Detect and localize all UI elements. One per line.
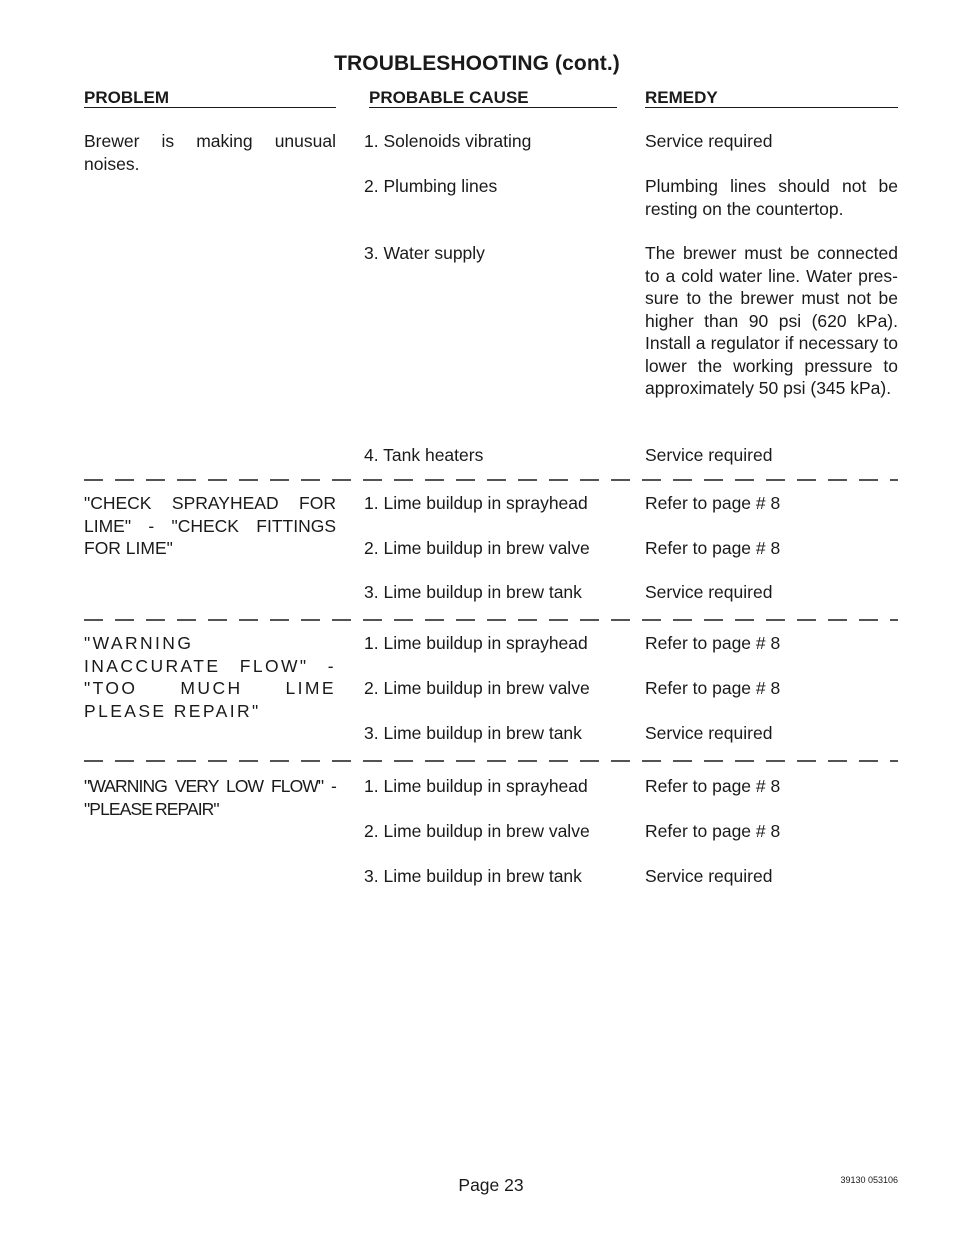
- cause-text: 1. Solenoids vibrating: [364, 131, 532, 151]
- problem-text: Brewer is making unusual noises.: [84, 131, 336, 174]
- problem-text: "WARNING VERY LOW FLOW" - "PLEASE REPAIR": [84, 776, 336, 819]
- document-code: 39130 053106: [840, 1175, 898, 1185]
- remedy-text: Refer to page # 8: [645, 678, 781, 698]
- cause-text: 2. Lime buildup in brew valve: [364, 821, 590, 841]
- remedy-text: The brewer must be connected to a cold water line. Water pres- sure to the brewer must not be higher than 90 psi (620 kPa). Install a regulator if necessary to lower the working pressure to approximately 50 psi (345 kPa).: [645, 243, 898, 398]
- remedy-text: Plumbing lines should not be resting on the countertop.: [645, 176, 898, 219]
- cause-text: 3. Lime buildup in brew tank: [364, 582, 582, 602]
- column-header-remedy: REMEDY: [645, 89, 898, 108]
- page-title: TROUBLESHOOTING (cont.): [334, 52, 620, 75]
- cause-text: 3. Lime buildup in brew tank: [364, 866, 582, 886]
- problem-text: "WARNING INACCURATE FLOW" - "TOO MUCH LIME PLEASE REPAIR": [84, 633, 336, 721]
- remedy-text: Service required: [645, 582, 773, 602]
- cause-text: 2. Lime buildup in brew valve: [364, 678, 590, 698]
- cause-text: 2. Plumbing lines: [364, 176, 498, 196]
- remedy-text: Service required: [645, 131, 773, 151]
- remedy-text: Service required: [645, 866, 773, 886]
- column-header-problem: PROBLEM: [84, 89, 336, 108]
- page-number: Page 23: [458, 1175, 524, 1195]
- cause-text: 2. Lime buildup in brew valve: [364, 538, 590, 558]
- cause-text: 3. Water supply: [364, 243, 485, 263]
- remedy-text: Refer to page # 8: [645, 821, 781, 841]
- cause-text: 4. Tank heaters: [364, 445, 484, 465]
- section-divider: [84, 618, 898, 622]
- cause-text: 1. Lime buildup in sprayhead: [364, 776, 588, 796]
- section-divider: [84, 478, 898, 482]
- remedy-text: Refer to page # 8: [645, 776, 781, 796]
- problem-text: "CHECK SPRAYHEAD FOR LIME" - "CHECK FITTINGS FOR LIME": [84, 493, 336, 558]
- cause-text: 1. Lime buildup in sprayhead: [364, 493, 588, 513]
- cause-text: 1. Lime buildup in sprayhead: [364, 633, 588, 653]
- remedy-text: Service required: [645, 445, 773, 465]
- section-divider: [84, 759, 898, 763]
- column-header-probable-cause: PROBABLE CAUSE: [369, 89, 617, 108]
- cause-text: 3. Lime buildup in brew tank: [364, 723, 582, 743]
- remedy-text: Service required: [645, 723, 773, 743]
- remedy-text: Refer to page # 8: [645, 633, 781, 653]
- remedy-text: Refer to page # 8: [645, 493, 781, 513]
- remedy-text: Refer to page # 8: [645, 538, 781, 558]
